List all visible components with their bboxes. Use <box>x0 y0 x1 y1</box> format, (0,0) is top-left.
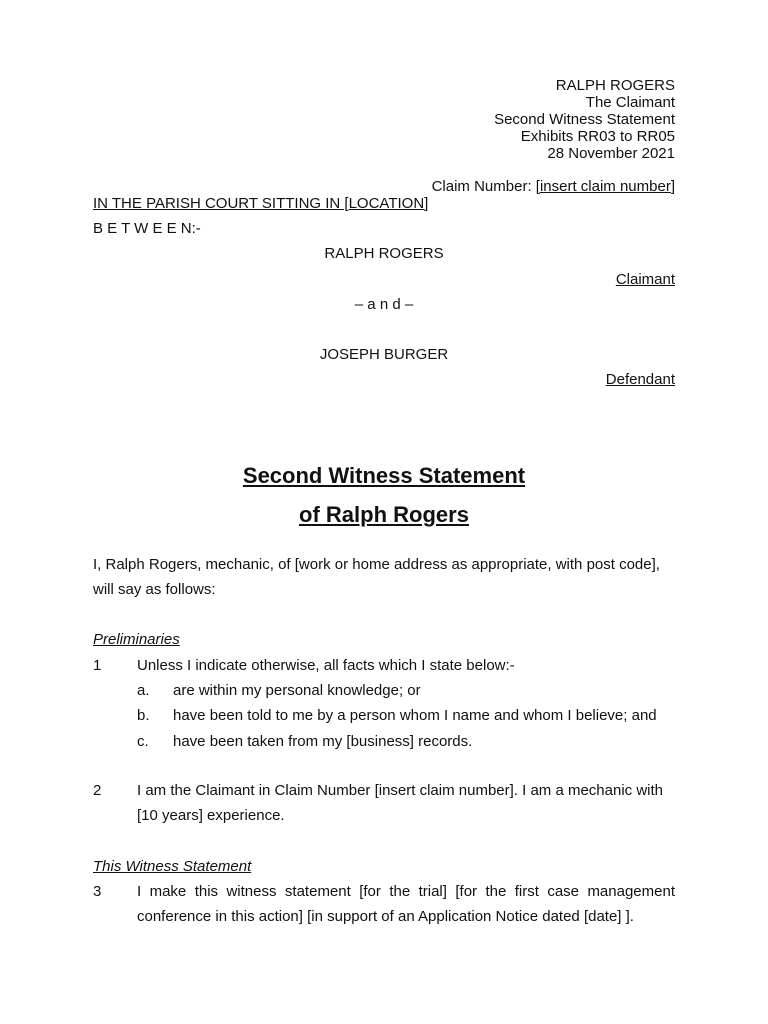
list-item-text: are within my personal knowledge; or <box>173 682 421 699</box>
and-separator: – a n d – <box>354 296 414 313</box>
paragraph-text: Unless I indicate otherwise, all facts which I state below:- <box>137 657 515 674</box>
header-line: Exhibits RR03 to RR05 <box>520 128 675 145</box>
claimant-role: Claimant <box>615 271 675 288</box>
paragraph-text: I make this witness statement [for the trial] [for the first case management conference in this action] [in support of an Application Notice dated [date] ]. <box>137 883 675 925</box>
header-line: 28 November 2021 <box>547 145 675 162</box>
header-line: Second Witness Statement <box>494 111 675 128</box>
list-item-letter: b. <box>137 707 150 724</box>
list-item-text: have been told to me by a person whom I name and whom I believe; and <box>173 707 657 724</box>
claim-number-label: Claim Number: <box>431 178 536 195</box>
document-title-line1: Second Witness Statement <box>242 463 526 488</box>
paragraph-number: 1 <box>93 657 102 674</box>
claim-number-value: [insert claim number] <box>535 178 675 195</box>
header-line: The Claimant <box>585 94 675 111</box>
list-item-letter: a. <box>137 682 150 699</box>
claimant-name: RALPH ROGERS <box>324 245 444 262</box>
section-heading-preliminaries: Preliminaries <box>93 631 180 648</box>
defendant-name: JOSEPH BURGER <box>319 346 449 363</box>
list-item-text: have been taken from my [business] records. <box>173 733 473 750</box>
paragraph-number: 2 <box>93 782 102 799</box>
claim-number <box>275 178 675 195</box>
section-heading-this-statement: This Witness Statement <box>93 858 252 875</box>
list-item-letter: c. <box>137 733 149 750</box>
intro-paragraph: I, Ralph Rogers, mechanic, of [work or home address as appropriate, with post code], will say as follows: <box>93 556 660 598</box>
paragraph-number: 3 <box>93 883 102 900</box>
court-heading: IN THE PARISH COURT SITTING IN [LOCATION] <box>93 195 429 212</box>
between-label: B E T W E E N:- <box>93 220 201 237</box>
header-line: RALPH ROGERS <box>555 77 675 94</box>
header-block <box>275 77 675 162</box>
defendant-role: Defendant <box>605 371 675 388</box>
paragraph-text: I am the Claimant in Claim Number [insert claim number]. I am a mechanic with [10 years] experience. <box>137 782 664 824</box>
document-title-line2: of Ralph Rogers <box>299 502 469 527</box>
